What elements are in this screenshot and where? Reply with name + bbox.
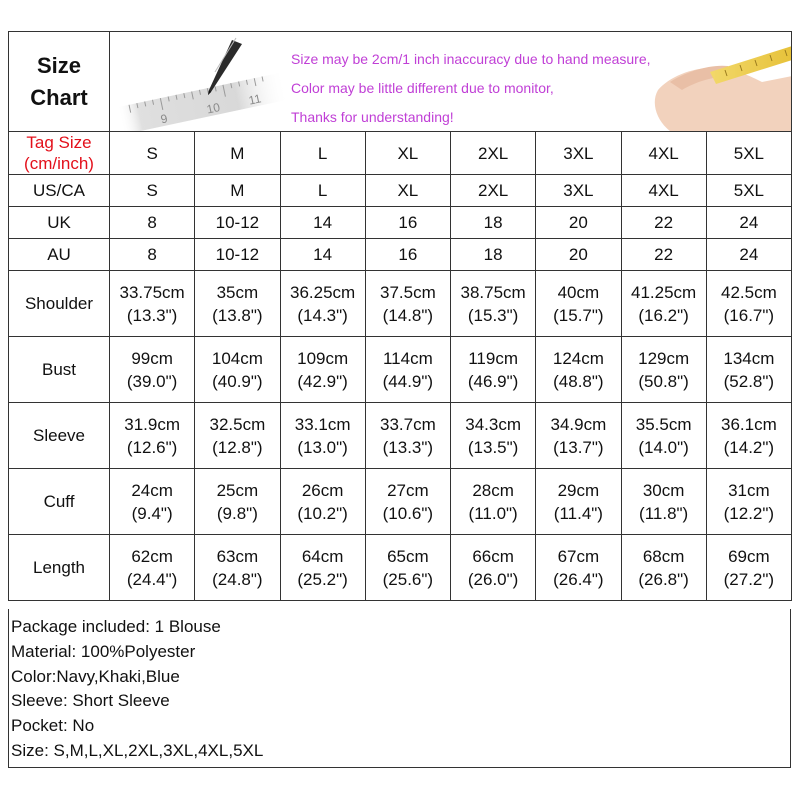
value-inch: (15.7") (553, 305, 604, 325)
color-options: Color:Navy,Khaki,Blue (11, 666, 180, 686)
measurement-cell (280, 469, 365, 535)
measurement-cell (280, 271, 365, 337)
measurement-cell (365, 403, 450, 469)
ruler (117, 72, 289, 131)
conversion-cell: 18 (451, 207, 536, 239)
measurement-label: Sleeve (9, 403, 110, 469)
measurement-cell (621, 271, 706, 337)
measurement-cell (365, 271, 450, 337)
measurement-cell (706, 337, 791, 403)
conversion-label: AU (9, 239, 110, 271)
value-cm: 37.5cm (380, 282, 436, 302)
value-inch: (10.2") (297, 503, 348, 523)
value-inch: (13.3") (126, 305, 178, 325)
conversion-row-us (9, 175, 792, 207)
value-inch: (25.2") (297, 569, 348, 589)
value-cm: 65cm (387, 546, 429, 566)
ruler-mark-9: 9 (159, 111, 169, 127)
value-inch: (50.8") (638, 371, 689, 391)
package-included: Package included: 1 Blouse (11, 617, 221, 636)
conversion-cell: 24 (706, 207, 791, 239)
value-inch: (42.9") (297, 371, 348, 391)
measurement-cell (195, 535, 280, 601)
conversion-cell: 16 (365, 207, 450, 239)
value-inch: (40.9") (212, 371, 263, 391)
value-cm: 66cm (472, 546, 514, 566)
conversion-cell: XL (365, 175, 450, 207)
value-cm: 31cm (728, 480, 770, 500)
value-cm: 32.5cm (209, 414, 266, 434)
value-inch: (39.0") (126, 371, 178, 391)
measurement-cell (365, 337, 450, 403)
conversion-cell: 8 (110, 239, 195, 271)
pocket: Pocket: No (11, 716, 95, 736)
value-cm: 35cm (216, 282, 259, 302)
tag-size-cell: S (110, 132, 195, 175)
value-inch: (26.0") (467, 569, 519, 589)
measurement-row-cuff (9, 469, 792, 535)
value-cm: 34.9cm (550, 414, 607, 434)
value-cm: 31.9cm (124, 414, 180, 434)
conversion-row-uk (9, 207, 792, 239)
value-cm: 68cm (642, 546, 685, 566)
measurement-row-shoulder (9, 271, 792, 337)
tag-size-cell: M (195, 132, 280, 175)
conversion-cell: 3XL (536, 175, 621, 207)
tag-size-cell: 3XL (536, 132, 621, 175)
measurement-label: Bust (9, 337, 110, 403)
value-cm: 24cm (131, 480, 173, 500)
tag-size-cell: 5XL (706, 132, 791, 175)
conversion-cell: 2XL (451, 175, 536, 207)
measurement-row-bust (9, 337, 792, 403)
value-inch: (16.2") (638, 305, 689, 325)
conversion-cell: 10-12 (195, 207, 280, 239)
tag-size-cell: 4XL (621, 132, 706, 175)
measurement-cell (536, 469, 621, 535)
value-cm: 63cm (216, 546, 259, 566)
value-inch: (24.4") (126, 569, 178, 589)
conversion-cell: 16 (365, 239, 450, 271)
conversion-row-au (9, 239, 792, 271)
measurement-cell (110, 403, 195, 469)
value-cm: 33.7cm (380, 414, 436, 434)
measurement-cell (451, 271, 536, 337)
conversion-cell: 24 (706, 239, 791, 271)
value-cm: 62cm (131, 546, 173, 566)
value-inch: (13.0") (297, 437, 348, 457)
value-inch: (46.9") (467, 371, 519, 391)
measurement-label: Length (9, 535, 110, 601)
measurement-cell (706, 535, 791, 601)
value-inch: (11.4") (553, 503, 603, 523)
value-inch: (13.7") (553, 437, 604, 457)
hand-with-tape-measure (655, 46, 791, 131)
conversion-cell: 20 (536, 239, 621, 271)
value-inch: (13.5") (467, 437, 519, 457)
value-cm: 42.5cm (721, 282, 777, 302)
measurement-cell (280, 535, 365, 601)
value-cm: 38.75cm (460, 282, 526, 302)
conversion-cell: 5XL (706, 175, 791, 207)
value-inch: (11.8") (639, 503, 689, 523)
size-chart-table (8, 31, 792, 601)
size-options: Size: S,M,L,XL,2XL,3XL,4XL,5XL (11, 740, 264, 760)
measurement-cell (536, 271, 621, 337)
measurement-cell (706, 403, 791, 469)
measurement-cell (110, 271, 195, 337)
tag-size-cell: XL (365, 132, 450, 175)
measurement-cell (365, 535, 450, 601)
measurement-cell (195, 337, 280, 403)
value-inch: (9.8") (216, 503, 258, 523)
tag-size-label-line-1: Tag Size (26, 133, 92, 152)
measurement-cell (195, 403, 280, 469)
measurement-cell (621, 403, 706, 469)
value-cm: 40cm (557, 282, 600, 302)
measurement-row-length (9, 535, 792, 601)
material: Material: 100%Polyester (11, 641, 196, 661)
tag-size-cell: L (280, 132, 365, 175)
measurement-cell (280, 403, 365, 469)
value-cm: 36.1cm (721, 414, 777, 434)
measurement-cell (706, 469, 791, 535)
value-cm: 114cm (382, 348, 433, 368)
tag-size-label (9, 132, 110, 175)
value-cm: 27cm (387, 480, 429, 500)
measurement-cell (536, 403, 621, 469)
value-cm: 99cm (131, 348, 173, 368)
measurement-notes (291, 45, 651, 131)
value-inch: (12.8") (212, 437, 263, 457)
value-cm: 124cm (552, 348, 604, 368)
title-line-1: Size (36, 52, 82, 78)
value-cm: 104cm (211, 348, 263, 368)
measurement-cell (195, 469, 280, 535)
note-thanks: Thanks for understanding! (291, 109, 454, 125)
note-color-monitor: Color may be little different due to monitor, (291, 80, 554, 96)
conversion-cell: 8 (110, 207, 195, 239)
title-line-2: Chart (30, 84, 88, 110)
measurement-cell (110, 535, 195, 601)
value-cm: 35.5cm (635, 414, 692, 434)
value-inch: (15.3") (467, 305, 519, 325)
measurement-label: Cuff (9, 469, 110, 535)
value-inch: (52.8") (723, 371, 775, 391)
value-cm: 41.25cm (631, 282, 697, 302)
measurement-label: Shoulder (9, 271, 110, 337)
value-inch: (13.8") (212, 305, 263, 325)
value-cm: 67cm (557, 546, 600, 566)
value-inch: (11.0") (468, 503, 518, 523)
conversion-cell: 10-12 (195, 239, 280, 271)
value-inch: (26.4") (553, 569, 604, 589)
tag-size-label-line-2: (cm/inch) (24, 154, 94, 173)
measurement-cell (451, 469, 536, 535)
conversion-cell: S (110, 175, 195, 207)
conversion-label: US/CA (9, 175, 110, 207)
conversion-cell: L (280, 175, 365, 207)
conversion-cell: 14 (280, 239, 365, 271)
measurement-cell (621, 469, 706, 535)
value-inch: (24.8") (212, 569, 263, 589)
measurement-cell (110, 469, 195, 535)
sleeve-type: Sleeve: Short Sleeve (11, 691, 170, 711)
value-cm: 28cm (472, 480, 514, 500)
measurement-banner (110, 32, 792, 132)
value-cm: 64cm (301, 546, 344, 566)
value-inch: (13.3") (382, 437, 434, 457)
measurement-cell (451, 337, 536, 403)
value-inch: (16.7") (723, 305, 775, 325)
value-inch: (14.0") (638, 437, 689, 457)
tag-size-row (9, 132, 792, 175)
tag-size-cell: 2XL (451, 132, 536, 175)
conversion-cell: 18 (451, 239, 536, 271)
value-cm: 119cm (468, 348, 518, 368)
ruler-mark-10: 10 (205, 100, 222, 117)
conversion-cell: 4XL (621, 175, 706, 207)
value-cm: 69cm (728, 546, 770, 566)
conversion-cell: 22 (621, 207, 706, 239)
value-inch: (25.6") (382, 569, 434, 589)
measurement-cell (621, 535, 706, 601)
measurement-cell (451, 403, 536, 469)
value-cm: 30cm (642, 480, 685, 500)
value-cm: 109cm (297, 348, 349, 368)
measurement-cell (621, 337, 706, 403)
value-inch: (12.6") (126, 437, 178, 457)
measurement-cell (195, 271, 280, 337)
ruler-mark-11: 11 (247, 91, 263, 108)
measurement-cell (110, 337, 195, 403)
value-inch: (14.3") (297, 305, 348, 325)
value-inch: (14.2") (723, 437, 775, 457)
conversion-cell: 20 (536, 207, 621, 239)
value-cm: 33.75cm (119, 282, 185, 302)
conversion-cell: M (195, 175, 280, 207)
value-inch: (27.2") (723, 569, 775, 589)
header-row (9, 32, 792, 132)
value-inch: (44.9") (382, 371, 434, 391)
size-chart-title (9, 32, 110, 132)
measurement-cell (451, 535, 536, 601)
value-cm: 29cm (557, 480, 600, 500)
value-cm: 34.3cm (465, 414, 521, 434)
value-cm: 25cm (216, 480, 259, 500)
conversion-label: UK (9, 207, 110, 239)
value-inch: (12.2") (723, 503, 775, 523)
value-cm: 129cm (638, 348, 690, 368)
conversion-cell: 22 (621, 239, 706, 271)
value-inch: (14.8") (382, 305, 434, 325)
value-cm: 134cm (723, 348, 775, 368)
value-inch: (9.4") (131, 503, 173, 523)
value-cm: 33.1cm (294, 414, 351, 434)
measurement-cell (706, 271, 791, 337)
value-inch: (26.8") (638, 569, 689, 589)
measurement-cell (536, 337, 621, 403)
product-info-box (8, 609, 791, 768)
value-cm: 36.25cm (290, 282, 356, 302)
measurement-cell (365, 469, 450, 535)
measurement-cell (536, 535, 621, 601)
measurement-cell (280, 337, 365, 403)
value-inch: (10.6") (382, 503, 434, 523)
conversion-cell: 14 (280, 207, 365, 239)
value-inch: (48.8") (553, 371, 604, 391)
value-cm: 26cm (301, 480, 344, 500)
note-hand-measure: Size may be 2cm/1 inch inaccuracy due to hand measure, (291, 51, 651, 67)
measurement-row-sleeve (9, 403, 792, 469)
